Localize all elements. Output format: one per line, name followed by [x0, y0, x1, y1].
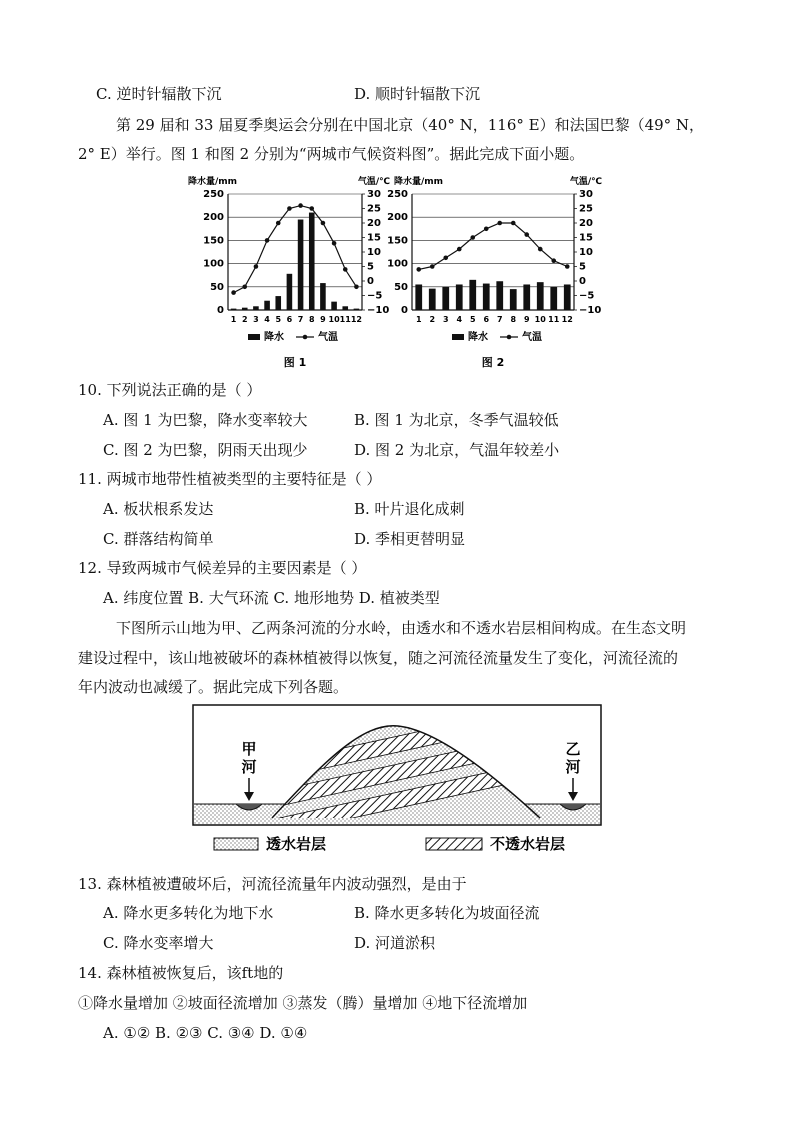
q13-option-d: D. 河道淤积	[354, 934, 436, 952]
q10-option-d: D. 图 2 为北京，气温年较差小	[354, 441, 560, 459]
temperature-point	[416, 267, 421, 272]
temperature-point	[254, 264, 259, 269]
legend-impermeable-label: 不透水岩层	[490, 835, 566, 853]
x-tick-label: 1	[415, 315, 422, 324]
temperature-point	[524, 232, 529, 237]
precip-bar	[342, 306, 348, 310]
q12-options: A. 纬度位置 B. 大气环流 C. 地形地势 D. 植被类型	[103, 589, 440, 607]
y-right-tick-label: 20	[579, 218, 593, 229]
q11-option-a: A. 板状根系发达	[103, 500, 214, 518]
intro-paragraph-2: 下图所示山地为甲、乙两条河流的分水岭，由透水和不透水岩层相间构成。在生态文明	[116, 619, 687, 637]
temperature-point	[443, 256, 448, 261]
q10-option-b: B. 图 1 为北京，冬季气温较低	[354, 411, 559, 429]
legend-precip-label: 降水	[264, 332, 284, 343]
y-left-tick-label: 250	[387, 189, 408, 200]
x-tick-label: 3	[253, 315, 259, 324]
temperature-point	[538, 247, 543, 252]
temperature-point	[511, 221, 516, 226]
temperature-point	[231, 290, 236, 295]
legend-temp-marker	[303, 335, 308, 340]
figure-caption: 图 1	[283, 356, 307, 369]
q11-option-c: C. 群落结构简单	[103, 530, 214, 548]
y-right-tick-label: 0	[367, 276, 374, 287]
y-right-tick-label: −10	[367, 305, 390, 316]
x-tick-label: 12	[561, 315, 573, 324]
temperature-point	[265, 238, 270, 243]
x-tick-label: 7	[496, 315, 503, 324]
x-tick-label: 7	[297, 315, 304, 324]
y-right-tick-label: −10	[579, 305, 602, 316]
intro-paragraph-1-cont: 2° E）举行。图 1 和图 2 分别为“两城市气候资料图”。据此完成下面小题。	[78, 145, 585, 163]
q10-option-a: A. 图 1 为巴黎，降水变率较大	[103, 411, 308, 429]
x-tick-label: 11	[339, 315, 351, 324]
y-right-tick-label: 10	[579, 247, 593, 258]
q9-option-c: C. 逆时针辐散下沉	[96, 85, 222, 103]
x-tick-label: 1	[230, 315, 237, 324]
y-right-tick-label: 20	[367, 218, 381, 229]
x-tick-label: 9	[523, 315, 530, 324]
y-left-tick-label: 50	[394, 281, 408, 293]
precip-bar	[496, 281, 503, 310]
temperature-line	[419, 223, 568, 269]
y-right-tick-label: 15	[579, 232, 593, 244]
x-tick-label: 5	[275, 315, 282, 324]
y-right-tick-label: 30	[579, 189, 593, 200]
y-right-tick-label: 30	[367, 189, 381, 200]
y-right-tick-label: 15	[367, 232, 381, 244]
legend-precip-label: 降水	[468, 332, 488, 343]
legend-temp-marker	[507, 335, 512, 340]
x-tick-label: 8	[510, 315, 517, 324]
q13-option-c: C. 降水变率增大	[103, 934, 214, 952]
temperature-point	[354, 285, 359, 290]
x-tick-label: 4	[456, 315, 463, 324]
temperature-point	[242, 285, 247, 290]
y-right-tick-label: 0	[579, 276, 586, 287]
temperature-point	[343, 267, 348, 272]
precip-bar	[442, 287, 449, 310]
question-11: 11. 两城市地带性植被类型的主要特征是（ ）	[78, 470, 382, 488]
precip-bar	[275, 296, 281, 310]
q10-option-c: C. 图 2 为巴黎，阴雨天出现少	[103, 441, 308, 459]
y-right-tick-label: −5	[579, 290, 595, 302]
temperature-point	[457, 247, 462, 252]
figure-caption: 图 2	[481, 356, 505, 369]
precip-bar	[320, 283, 326, 310]
temperature-point	[276, 221, 281, 226]
intro-paragraph-1: 第 29 届和 33 届夏季奥运会分别在中国北京（40° N，116° E）和法国巴黎（49° N，	[116, 116, 705, 134]
x-tick-label: 6	[483, 315, 490, 324]
precip-bar	[523, 284, 530, 310]
precip-bar	[456, 284, 463, 310]
y-right-tick-label: 5	[579, 261, 586, 273]
temperature-point	[309, 206, 314, 211]
x-tick-label: 2	[241, 315, 248, 324]
precip-bar	[469, 280, 476, 310]
y-right-axis-title: 气温/℃	[569, 177, 602, 187]
precip-bar	[415, 284, 422, 310]
precip-bar	[537, 282, 544, 310]
temperature-point	[497, 221, 502, 226]
river-a-label-top: 甲	[241, 740, 257, 758]
q13-option-b: B. 降水更多转化为坡面径流	[354, 904, 540, 922]
y-right-tick-label: 25	[579, 203, 593, 215]
temperature-point	[321, 221, 326, 226]
x-tick-label: 9	[320, 315, 326, 324]
legend-permeable-label: 透水岩层	[266, 835, 327, 853]
precip-bar	[287, 274, 293, 310]
precip-bar	[242, 308, 248, 310]
temperature-point	[298, 203, 303, 208]
x-tick-label: 5	[469, 315, 476, 324]
y-left-tick-label: 0	[217, 305, 224, 316]
q14-options: A. ①② B. ②③ C. ③④ D. ①④	[103, 1024, 308, 1042]
temperature-point	[287, 206, 292, 211]
legend-precip-swatch	[248, 334, 260, 340]
x-tick-label: 3	[442, 315, 449, 324]
climate-chart-fig1	[186, 172, 392, 372]
q13-option-a: A. 降水更多转化为地下水	[103, 904, 274, 922]
x-tick-label: 2	[429, 315, 436, 324]
y-right-tick-label: −5	[367, 290, 383, 302]
y-left-tick-label: 150	[203, 235, 224, 247]
q9-option-d: D. 顺时针辐散下沉	[354, 85, 481, 103]
river-b-label-top: 乙	[565, 740, 581, 758]
y-left-tick-label: 50	[210, 281, 224, 293]
legend-temp-label: 气温	[318, 332, 338, 343]
y-left-axis-title: 降水量/mm	[394, 177, 444, 187]
precip-bar	[309, 213, 315, 310]
y-left-tick-label: 200	[387, 212, 408, 224]
legend-impermeable-swatch	[426, 838, 482, 850]
y-left-tick-label: 100	[203, 258, 224, 270]
precip-bar	[264, 301, 270, 310]
legend-permeable-swatch	[214, 838, 258, 850]
precip-bar	[564, 284, 571, 310]
y-left-tick-label: 200	[203, 212, 224, 224]
x-tick-label: 4	[264, 315, 270, 324]
y-right-tick-label: 5	[367, 261, 374, 273]
x-tick-label: 6	[286, 315, 293, 324]
y-left-tick-label: 100	[387, 258, 408, 270]
y-right-tick-label: 25	[367, 203, 381, 215]
temperature-point	[470, 235, 475, 240]
question-14: 14. 森林植被恢复后，该ft地的	[78, 964, 284, 982]
river-a-label-bottom: 河	[241, 758, 257, 776]
y-right-tick-label: 10	[367, 247, 381, 258]
q14-items: ①降水量增加 ②坡面径流增加 ③蒸发（腾）量增加 ④地下径流增加	[78, 994, 528, 1012]
temperature-point	[430, 264, 435, 269]
x-tick-label: 12	[350, 315, 362, 324]
precip-bar	[429, 289, 436, 310]
temperature-point	[565, 264, 570, 269]
x-tick-label: 10	[534, 315, 546, 324]
q11-option-b: B. 叶片退化成刺	[354, 500, 465, 518]
precip-bar	[510, 289, 517, 310]
precip-bar	[354, 309, 360, 310]
q11-option-d: D. 季相更替明显	[354, 530, 466, 548]
precip-bar	[253, 306, 259, 310]
temperature-line	[234, 206, 357, 293]
y-left-tick-label: 0	[401, 305, 408, 316]
precip-bar	[231, 309, 237, 310]
y-left-tick-label: 250	[203, 189, 224, 200]
intro-paragraph-2-cont1: 建设过程中，该山地被破坏的森林植被得以恢复，随之河流径流量发生了变化，河流径流的	[78, 649, 679, 667]
x-tick-label: 10	[328, 315, 340, 324]
y-left-axis-title: 降水量/mm	[188, 177, 238, 187]
temperature-point	[484, 227, 489, 232]
y-left-tick-label: 150	[387, 235, 408, 247]
x-tick-label: 8	[308, 315, 315, 324]
question-10: 10. 下列说法正确的是（ ）	[78, 381, 262, 399]
precip-bar	[298, 220, 304, 310]
river-b-label-bottom: 河	[565, 758, 581, 776]
question-13: 13. 森林植被遭破坏后，河流径流量年内波动强烈，是由于	[78, 875, 467, 893]
legend-temp-label: 气温	[522, 332, 542, 343]
intro-paragraph-2-cont2: 年内波动也减缓了。据此完成下列各题。	[78, 678, 349, 696]
y-right-axis-title: 气温/℃	[357, 177, 390, 187]
precip-bar	[331, 302, 337, 310]
legend-precip-swatch	[452, 334, 464, 340]
temperature-point	[551, 258, 556, 263]
mountain-cross-section-diagram	[192, 704, 602, 864]
precip-bar	[483, 284, 490, 310]
climate-chart-fig2	[387, 172, 606, 372]
x-tick-label: 11	[548, 315, 560, 324]
precip-bar	[550, 287, 557, 310]
temperature-point	[332, 241, 337, 246]
question-12: 12. 导致两城市气候差异的主要因素是（ ）	[78, 559, 367, 577]
